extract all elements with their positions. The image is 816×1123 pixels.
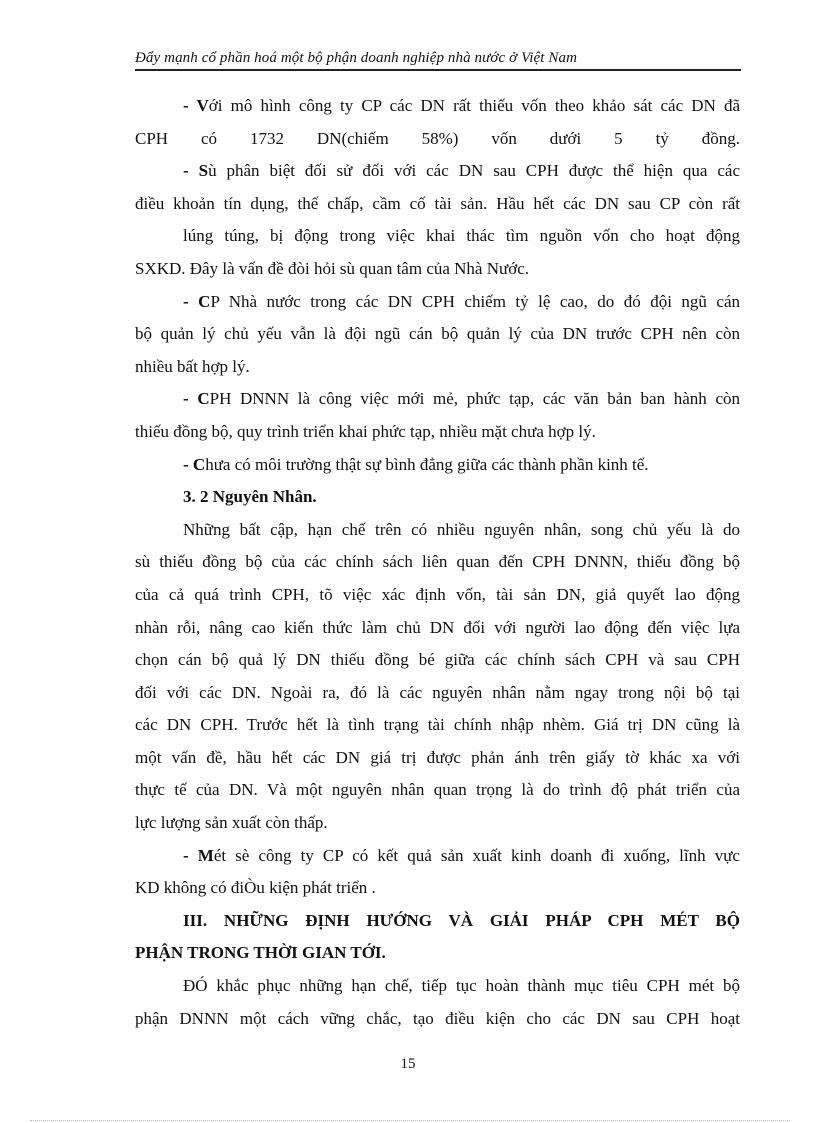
text-line: - Mét sè công ty CP có kết quả sản xuất kinh doanh đi xuống, lĩnh vực bbox=[183, 845, 740, 865]
text-line: thực tế của DN. Và một nguyên nhân quan trọng là do trình độ phát triển của bbox=[135, 780, 740, 800]
text-line: một vấn đề, hầu hết các DN giá trị được phản ánh trên giấy tờ khác xa với bbox=[135, 747, 740, 767]
text-line: lực lượng sản xuất còn thấp. bbox=[135, 813, 328, 833]
page-number: 15 bbox=[400, 1056, 416, 1072]
section-heading: 3. 2 Nguyên Nhân. bbox=[183, 487, 317, 507]
text-line: đối với các DN. Ngoài ra, đó là các nguyên nhân nằm ngay trong nội bộ tại bbox=[135, 682, 740, 702]
text-line: - CP Nhà nước trong các DN CPH chiếm tỷ lệ cao, do đó đội ngũ cán bbox=[183, 291, 740, 311]
text-line: KD không có điÒu kiện phát triển . bbox=[135, 878, 376, 898]
text-line: phận DNNN một cách vững chắc, tạo điều kiện cho các DN sau CPH hoạt bbox=[135, 1008, 740, 1028]
text-line: sù thiếu đồng bộ của các chính sách liên quan đến CPH DNNN, thiếu đồng bộ bbox=[135, 552, 740, 572]
text-line: - Với mô hình công ty CP các DN rất thiếu vốn theo khảo sát các DN đã bbox=[183, 96, 740, 115]
text-line: của cả quá trình CPH, tõ việc xác định vốn, tài sản DN, giả quyết lao động bbox=[135, 584, 740, 604]
section-heading: PHẬN TRONG THỜI GIAN TỚI. bbox=[135, 943, 386, 963]
header-divider bbox=[135, 69, 741, 71]
text-line: điều khoản tín dụng, thế chấp, cầm cố tài sản. Hầu hết các DN sau CP còn rất bbox=[135, 193, 740, 213]
text-line: các DN CPH. Trước hết là tình trạng tài chính nhập nhèm. Giá trị DN cũng là bbox=[135, 715, 740, 735]
header-title: Đẩy mạnh cổ phần hoá một bộ phận doanh nghiệp nhà nước ở Việt Nam bbox=[135, 50, 578, 66]
text-line: Những bất cập, hạn chế trên có nhiều nguyên nhân, song chủ yếu là do bbox=[183, 519, 740, 539]
text-line: chọn cán bộ quả lý DN thiếu đồng bé giữa các chính sách CPH và sau CPH bbox=[135, 650, 740, 670]
document-body bbox=[135, 90, 740, 1035]
footer-divider bbox=[30, 1120, 790, 1121]
text-line: - Chưa có môi trường thật sự bình đẳng giữa các thành phần kinh tế. bbox=[183, 454, 649, 474]
text-line: thiếu đồng bộ, quy trình triển khai phức tạp, nhiều mặt chưa hợp lý. bbox=[135, 421, 596, 441]
text-line: bộ quản lý chủ yếu vẫn là đội ngũ cán bộ quản lý của DN trước CPH nên còn bbox=[135, 324, 740, 344]
text-line: - Sù phân biệt đối sử đối với các DN sau CPH được thể hiện qua các bbox=[183, 161, 740, 181]
text-line: nhàn rỗi, nâng cao kiến thức làm chủ DN đối với người lao động đến việc lựa bbox=[135, 617, 740, 637]
text-line: SXKD. Đây là vấn đề đòi hỏi sù quan tâm của Nhà Nước. bbox=[135, 258, 530, 278]
text-line: ĐÓ khắc phục những hạn chế, tiếp tục hoàn thành mục tiêu CPH mét bộ bbox=[183, 976, 740, 996]
section-heading: III. NHỮNG ĐỊNH HƯỚNG VÀ GIẢI PHÁP CPH MÉT BỘ bbox=[183, 910, 740, 930]
text-line: CPH có 1732 DN(chiếm 58%) vốn dưới 5 tỷ đồng. bbox=[135, 128, 740, 148]
text-line: - CPH DNNN là công việc mới mẻ, phức tạp, các văn bản ban hành còn bbox=[183, 389, 740, 409]
text-line: nhiều bất hợp lý. bbox=[135, 356, 250, 376]
text-line: lúng túng, bị động trong việc khai thác tìm nguồn vốn cho hoạt động bbox=[183, 226, 740, 246]
